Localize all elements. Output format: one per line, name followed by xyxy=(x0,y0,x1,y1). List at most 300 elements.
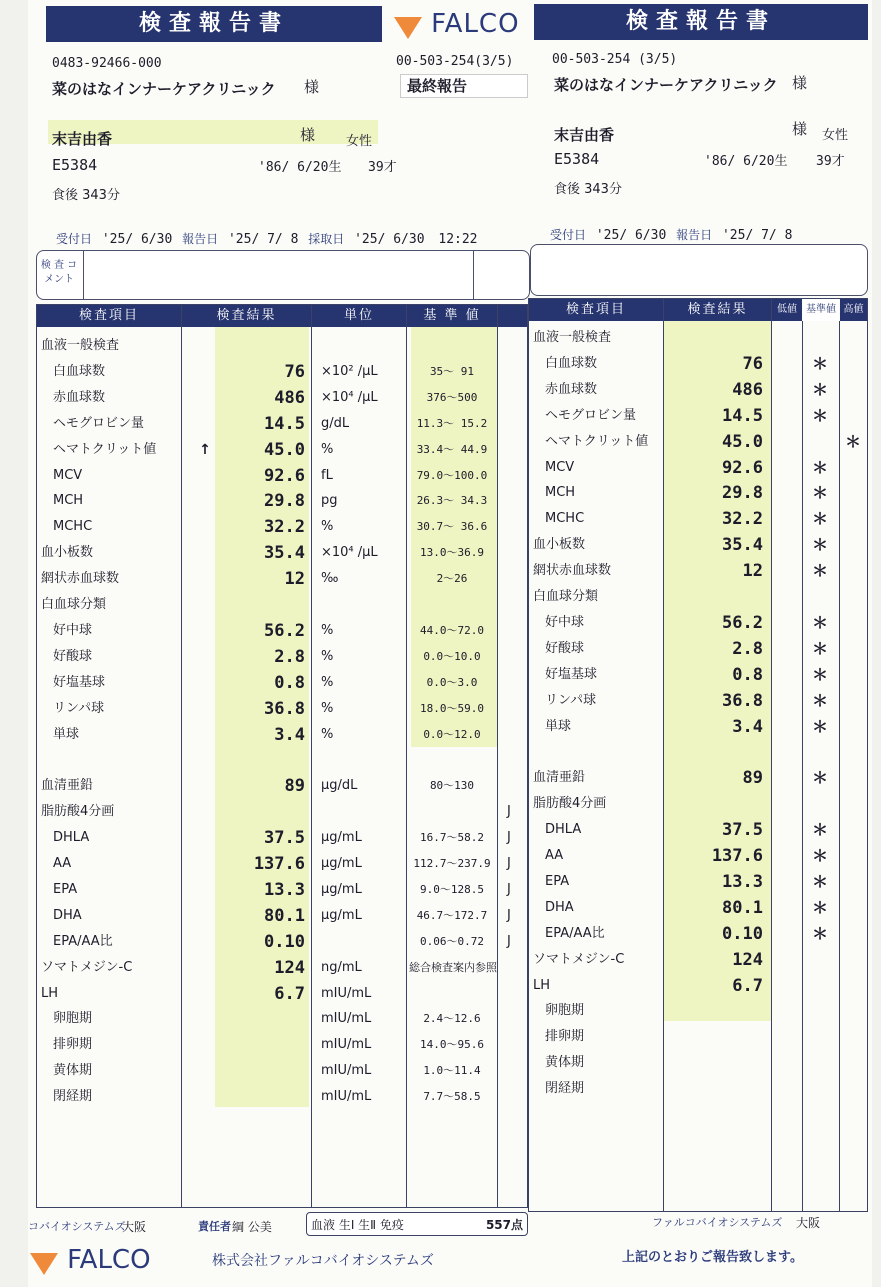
range-marker-icon: ＊ xyxy=(811,897,828,917)
collected-date: '25/ 6/30 xyxy=(354,232,425,247)
table-row-right xyxy=(529,532,867,558)
result-value-right: 56.2 xyxy=(722,612,763,633)
item-name: MCHC xyxy=(53,519,93,535)
patient-sex-left: 女性 xyxy=(346,134,373,149)
table-row xyxy=(37,1006,527,1032)
footer-city-left: 大阪 xyxy=(122,1220,147,1234)
table-row xyxy=(37,799,527,825)
right-header-result: 検査結果 xyxy=(664,299,771,321)
result-value-right: 37.5 xyxy=(722,820,763,841)
dates-row-right xyxy=(550,226,792,243)
item-name: LH xyxy=(41,985,59,1001)
result-unit: ×10⁴ /μL xyxy=(321,545,378,561)
range-marker-icon: ＊ xyxy=(811,716,828,736)
table-row xyxy=(37,929,527,955)
reference-range: 2.4～12.6 xyxy=(423,1012,481,1026)
reference-range: 14.0～95.6 xyxy=(420,1038,484,1052)
header-unit: 単位 xyxy=(312,305,406,327)
reference-range: 46.7～172.7 xyxy=(416,908,488,922)
range-marker-icon: ＊ xyxy=(811,379,828,399)
item-name: ソマトメジン-C xyxy=(41,959,133,975)
result-value: 6.7 xyxy=(274,983,305,1004)
item-name: 血清亜鉛 xyxy=(41,778,94,794)
patient-name-left: 末吉由香 xyxy=(52,130,113,148)
result-value: 89 xyxy=(284,776,305,797)
report-page xyxy=(28,0,872,1287)
item-name-right: 排卵期 xyxy=(545,1029,585,1045)
reference-range: 総合検査案内参照 xyxy=(409,960,497,974)
result-value-right: 137.6 xyxy=(711,846,763,866)
table-row-right xyxy=(529,895,867,921)
received-label-right: 受付日 xyxy=(550,228,587,242)
table-row xyxy=(37,903,527,929)
result-unit: % xyxy=(321,648,334,664)
table-row xyxy=(37,514,527,540)
result-value: 13.3 xyxy=(264,879,305,900)
result-value-right: 0.8 xyxy=(732,664,763,685)
table-row xyxy=(37,696,527,722)
patient-sex-right: 女性 xyxy=(822,128,849,143)
reference-range: 35～ 91 xyxy=(429,364,475,378)
result-value-right: 35.4 xyxy=(722,535,763,556)
item-name: MCV xyxy=(53,467,83,483)
range-marker-icon: ＊ xyxy=(844,431,861,451)
range-marker-icon: ＊ xyxy=(811,871,828,891)
reference-range: 0.0～12.0 xyxy=(423,727,481,741)
header-item: 検査項目 xyxy=(37,305,181,327)
external-lab-flag: J xyxy=(507,881,511,897)
table-row-right xyxy=(529,455,867,481)
table-row-right xyxy=(529,610,867,636)
report-title-right: 検査報告書 xyxy=(534,4,868,40)
reference-range: 80～130 xyxy=(429,779,475,793)
result-value-right: 12 xyxy=(742,561,763,582)
item-name-right: 白血球分類 xyxy=(533,589,599,604)
reference-range: 2～26 xyxy=(436,572,468,586)
result-unit: pg xyxy=(321,493,338,509)
range-marker-icon: ＊ xyxy=(811,768,828,788)
footer-points: 557点 xyxy=(485,1218,523,1232)
item-name-right: 単球 xyxy=(545,718,572,734)
footer-company: 株式会社ファルコバイオシステムズ xyxy=(212,1253,434,1269)
external-lab-flag: J xyxy=(507,933,511,949)
range-marker-icon: ＊ xyxy=(811,612,828,632)
result-value: 12 xyxy=(284,569,305,590)
results-table-right xyxy=(528,298,868,1212)
result-value: 124 xyxy=(274,957,305,978)
range-marker-icon: ＊ xyxy=(811,820,828,840)
falco-logo-bottom-icon xyxy=(30,1253,58,1275)
result-value-right: 80.1 xyxy=(722,897,763,918)
patient-age-left: 39才 xyxy=(368,160,397,175)
item-name-right: 好酸球 xyxy=(545,640,585,656)
reference-range: 0.06～0.72 xyxy=(420,934,484,948)
table-row xyxy=(37,1032,527,1058)
table-row-right xyxy=(529,998,867,1024)
external-lab-flag: J xyxy=(507,830,511,846)
item-name-right: EPA xyxy=(545,873,570,889)
item-name-right: 血小板数 xyxy=(533,537,586,553)
result-value: 0.8 xyxy=(274,672,305,693)
item-name-right: MCH xyxy=(545,485,576,501)
header-ref: 基 準 値 xyxy=(407,305,497,327)
table-row xyxy=(37,463,527,489)
range-marker-icon: ＊ xyxy=(811,923,828,943)
item-name: 黄体期 xyxy=(53,1063,93,1079)
collected-label: 採取日 xyxy=(308,232,345,246)
result-unit: fL xyxy=(321,467,333,483)
result-unit: % xyxy=(321,622,334,638)
result-unit: μg/dL xyxy=(321,778,358,794)
result-value-right: 3.4 xyxy=(732,716,763,737)
item-name: 排卵期 xyxy=(53,1037,93,1053)
item-name-right: 白血球数 xyxy=(545,355,598,371)
reference-range: 9.0～128.5 xyxy=(420,882,484,896)
dates-row-left xyxy=(56,230,478,247)
result-value: 29.8 xyxy=(264,491,305,512)
table-row xyxy=(37,851,527,877)
table-row-right xyxy=(529,429,867,455)
table-row-right xyxy=(529,973,867,999)
item-name-right: ヘマトクリット値 xyxy=(545,433,649,449)
comment-box-right xyxy=(530,244,868,296)
reference-range: 18.0～59.0 xyxy=(420,701,484,715)
table-row-right xyxy=(529,662,867,688)
patient-id-left: E5384 xyxy=(52,156,98,174)
result-value-right: 0.10 xyxy=(722,923,763,944)
result-unit: mIU/mL xyxy=(321,1089,372,1105)
falco-logo-icon xyxy=(394,17,422,39)
reference-range: 44.0～72.0 xyxy=(420,623,484,637)
item-name: 好中球 xyxy=(53,622,93,638)
footer-lab-right: ファルコバイオシステムズ xyxy=(652,1216,783,1229)
result-value-right: 14.5 xyxy=(722,405,763,426)
item-name-right: 血清亜鉛 xyxy=(533,770,586,786)
result-value: 2.8 xyxy=(274,646,305,667)
patient-sama-left: 様 xyxy=(300,126,316,144)
item-name-right: AA xyxy=(545,848,564,863)
footer-closing: 上記のとおりご報告致します。 xyxy=(622,1250,803,1265)
trend-arrow-icon: ↑ xyxy=(199,441,211,458)
table-row xyxy=(37,1058,527,1084)
report-title-left: 検査報告書 xyxy=(46,6,382,42)
item-name: EPA/AA比 xyxy=(53,933,113,949)
item-name-right: 黄体期 xyxy=(545,1055,585,1071)
clinic-name-left: 菜のはなインナーケアクリニック xyxy=(52,80,276,98)
item-name-right: リンパ球 xyxy=(545,692,597,708)
range-marker-icon: ＊ xyxy=(811,561,828,581)
result-unit: μg/mL xyxy=(321,830,362,846)
item-name-right: LH xyxy=(533,977,551,993)
table-row-right xyxy=(529,947,867,973)
patient-name-right: 末吉由香 xyxy=(554,126,615,144)
received-date: '25/ 6/30 xyxy=(101,232,173,247)
result-unit: % xyxy=(321,519,334,535)
table-row xyxy=(37,488,527,514)
range-marker-icon: ＊ xyxy=(811,846,828,865)
table-row xyxy=(37,437,527,463)
clinic-sama-right: 様 xyxy=(792,74,808,92)
result-value-right: 45.0 xyxy=(722,431,763,452)
result-unit: μg/mL xyxy=(321,907,362,923)
item-name: DHLA xyxy=(53,830,90,846)
table-row-right xyxy=(529,739,867,765)
comment-box-left xyxy=(36,250,530,300)
falco-logo-bottom xyxy=(30,1244,151,1276)
result-value-right: 32.2 xyxy=(722,509,763,530)
result-value-right: 13.3 xyxy=(722,871,763,892)
result-unit: ×10⁴ /μL xyxy=(321,389,378,405)
item-name-right: 赤血球数 xyxy=(545,381,598,397)
result-unit: % xyxy=(321,726,334,742)
header-result: 検査結果 xyxy=(182,305,311,327)
footer-lab-left: コバイオシステムズ xyxy=(28,1220,126,1233)
item-name: EPA xyxy=(53,881,78,897)
result-unit: mIU/mL xyxy=(321,1037,372,1053)
reported-label: 報告日 xyxy=(182,232,219,246)
comment-label: 検 査 コメント xyxy=(40,260,78,285)
result-value-right: 36.8 xyxy=(722,690,763,711)
item-name: ヘモグロビン量 xyxy=(53,415,145,431)
table-row-right xyxy=(529,688,867,714)
item-name-right: 網状赤血球数 xyxy=(533,563,612,579)
item-name: 好塩基球 xyxy=(53,674,106,690)
result-unit: % xyxy=(321,674,334,690)
result-value-right: 486 xyxy=(732,379,763,400)
item-name: MCH xyxy=(53,493,84,509)
reference-range: 0.0～10.0 xyxy=(423,649,481,663)
result-value-right: 89 xyxy=(742,768,763,789)
range-marker-icon: ＊ xyxy=(811,638,828,658)
result-value-right: 76 xyxy=(742,353,763,374)
reported-label-right: 報告日 xyxy=(676,228,713,242)
item-name: 好酸球 xyxy=(53,648,93,664)
result-value: 80.1 xyxy=(264,905,305,926)
table-row xyxy=(37,825,527,851)
clinic-name-right: 菜のはなインナーケアクリニック xyxy=(554,76,778,94)
item-name-right: MCHC xyxy=(545,511,585,527)
result-value: 36.8 xyxy=(264,698,305,719)
item-name-right: DHLA xyxy=(545,822,582,838)
reference-range: 30.7～ 36.6 xyxy=(416,520,488,534)
patient-meal-left: 食後 343分 xyxy=(52,188,120,203)
table-row xyxy=(37,877,527,903)
range-marker-icon: ＊ xyxy=(811,664,828,684)
table-row xyxy=(37,385,527,411)
reference-range: 26.3～ 34.3 xyxy=(416,494,488,508)
result-value: 45.0 xyxy=(264,439,305,460)
report-status: 最終報告 xyxy=(400,74,528,98)
table-row-right xyxy=(529,584,867,610)
falco-logo-bottom-text: FALCO xyxy=(67,1245,151,1275)
table-row xyxy=(37,359,527,385)
range-marker-icon: ＊ xyxy=(811,483,828,503)
item-name: 白血球数 xyxy=(53,363,106,379)
table-row xyxy=(37,566,527,592)
table-row xyxy=(37,333,527,359)
table-row-right xyxy=(529,714,867,740)
patient-dob-left: '86/ 6/20生 xyxy=(258,160,342,175)
result-value: 486 xyxy=(274,387,305,408)
item-name-right: 好塩基球 xyxy=(545,666,598,682)
result-value-right: 29.8 xyxy=(722,483,763,504)
item-name: 網状赤血球数 xyxy=(41,571,120,587)
external-lab-flag: J xyxy=(507,856,511,871)
result-value: 35.4 xyxy=(264,543,305,564)
table-row-right xyxy=(529,377,867,403)
item-name: 白血球分類 xyxy=(41,597,107,612)
table-row-right xyxy=(529,351,867,377)
item-name-right: ソマトメジン-C xyxy=(533,951,625,967)
received-label: 受付日 xyxy=(56,232,93,246)
table-row-right xyxy=(529,325,867,351)
reference-range: 11.3～ 15.2 xyxy=(416,416,488,430)
patient-id-right: E5384 xyxy=(554,150,600,168)
result-unit: % xyxy=(321,441,334,457)
header-flag xyxy=(498,305,527,327)
table-row-right xyxy=(529,480,867,506)
patient-age-right: 39才 xyxy=(816,154,845,169)
item-name-right: 脂肪酸4分画 xyxy=(533,796,607,812)
collected-time: 12:22 xyxy=(438,232,478,247)
comment-divider-b xyxy=(473,251,474,299)
result-value: 0.10 xyxy=(264,931,305,952)
item-name-right: MCV xyxy=(545,459,575,475)
table-row xyxy=(37,411,527,437)
table-row xyxy=(37,981,527,1007)
result-unit: mIU/mL xyxy=(321,1011,372,1027)
right-header-high: 高値 xyxy=(840,299,867,321)
reference-range: 79.0～100.0 xyxy=(416,468,488,482)
results-table-left xyxy=(36,304,528,1208)
clinic-sama-left: 様 xyxy=(304,78,320,96)
item-name-right: 卵胞期 xyxy=(545,1003,585,1019)
right-header-std: 基準値 xyxy=(803,299,839,321)
falco-logo-top xyxy=(394,8,520,40)
result-unit: μg/mL xyxy=(321,856,362,871)
result-value-right: 6.7 xyxy=(732,975,763,996)
result-unit: % xyxy=(321,700,334,716)
external-lab-flag: J xyxy=(507,907,511,923)
reference-range: 376～500 xyxy=(426,390,478,404)
reference-range: 33.4～ 44.9 xyxy=(416,442,488,456)
range-marker-icon: ＊ xyxy=(811,509,828,529)
range-marker-icon: ＊ xyxy=(811,405,828,425)
reported-date-right: '25/ 7/ 8 xyxy=(721,228,793,243)
patient-dob-right: '86/ 6/20生 xyxy=(704,154,788,169)
client-code: 0483-92466-000 xyxy=(52,56,162,71)
received-date-right: '25/ 6/30 xyxy=(595,228,667,243)
table-row xyxy=(37,644,527,670)
result-value: 3.4 xyxy=(274,724,305,745)
table-row-right xyxy=(529,921,867,947)
result-value: 76 xyxy=(284,361,305,382)
reference-range: 13.0～36.9 xyxy=(420,546,484,560)
footer-categories-box xyxy=(306,1212,528,1236)
item-name-right: 好中球 xyxy=(545,614,585,630)
table-row-right xyxy=(529,558,867,584)
table-row-right xyxy=(529,843,867,869)
item-name-right: 血液一般検査 xyxy=(533,330,612,345)
reference-range: 1.0～11.4 xyxy=(423,1064,481,1078)
report-number-right: 00-503-254 (3/5) xyxy=(552,52,678,67)
reference-range: 0.0～3.0 xyxy=(426,675,478,689)
reference-range: 112.7～237.9 xyxy=(413,857,491,870)
table-row-right xyxy=(529,817,867,843)
external-lab-flag: J xyxy=(507,804,511,820)
item-name: 血液一般検査 xyxy=(41,338,120,353)
item-name: DHA xyxy=(53,907,82,923)
item-name-right: ヘモグロビン量 xyxy=(545,407,637,423)
table-row-right xyxy=(529,869,867,895)
right-header-low: 低値 xyxy=(772,299,802,321)
item-name-right: DHA xyxy=(545,899,574,915)
table-row xyxy=(37,773,527,799)
result-unit: ×10² /μL xyxy=(321,363,378,379)
range-marker-icon: ＊ xyxy=(811,690,828,710)
footer-resp-label: 責任者 xyxy=(198,1220,231,1233)
item-name: 血小板数 xyxy=(41,545,94,561)
result-value: 14.5 xyxy=(264,413,305,434)
range-marker-icon: ＊ xyxy=(811,353,828,373)
result-unit: mIU/mL xyxy=(321,985,372,1001)
range-marker-icon: ＊ xyxy=(811,535,828,555)
patient-meal-right: 食後 343分 xyxy=(554,182,622,197)
table-row xyxy=(37,1084,527,1110)
reported-date: '25/ 7/ 8 xyxy=(227,232,299,247)
patient-sama-right: 様 xyxy=(792,120,808,138)
reference-range: 7.7～58.5 xyxy=(423,1090,481,1104)
result-value: 92.6 xyxy=(264,465,305,486)
result-unit: μg/mL xyxy=(321,881,362,897)
right-header-item: 検査項目 xyxy=(529,299,663,321)
table-row-right xyxy=(529,506,867,532)
table-row-right xyxy=(529,636,867,662)
result-value: 37.5 xyxy=(264,828,305,849)
table-row xyxy=(37,540,527,566)
footer-categories: 血液 生Ⅰ 生Ⅱ 免疫 xyxy=(311,1218,404,1232)
reference-range: 16.7～58.2 xyxy=(420,831,484,845)
table-row-right xyxy=(529,1076,867,1102)
result-value: 56.2 xyxy=(264,620,305,641)
item-name-right: EPA/AA比 xyxy=(545,925,605,941)
table-row xyxy=(37,747,527,773)
result-unit: ‰ xyxy=(321,571,339,587)
result-unit: mIU/mL xyxy=(321,1063,372,1079)
table-row xyxy=(37,592,527,618)
table-row xyxy=(37,670,527,696)
table-row xyxy=(37,618,527,644)
result-value-right: 2.8 xyxy=(732,638,763,659)
table-row xyxy=(37,722,527,748)
table-row xyxy=(37,955,527,981)
item-name: 単球 xyxy=(53,726,80,742)
falco-logo-text: FALCO xyxy=(431,9,520,39)
item-name: AA xyxy=(53,856,72,871)
result-unit: ng/mL xyxy=(321,959,362,975)
footer-city-right: 大阪 xyxy=(796,1216,821,1230)
item-name: 卵胞期 xyxy=(53,1011,93,1027)
table-row-right xyxy=(529,403,867,429)
table-row-right xyxy=(529,765,867,791)
item-name: ヘマトクリット値 xyxy=(53,441,157,457)
item-name-right: 閉経期 xyxy=(545,1081,585,1097)
item-name: リンパ球 xyxy=(53,700,105,716)
item-name: 赤血球数 xyxy=(53,389,106,405)
result-value: 32.2 xyxy=(264,517,305,538)
result-value-right: 92.6 xyxy=(722,457,763,478)
table-row-right xyxy=(529,1024,867,1050)
